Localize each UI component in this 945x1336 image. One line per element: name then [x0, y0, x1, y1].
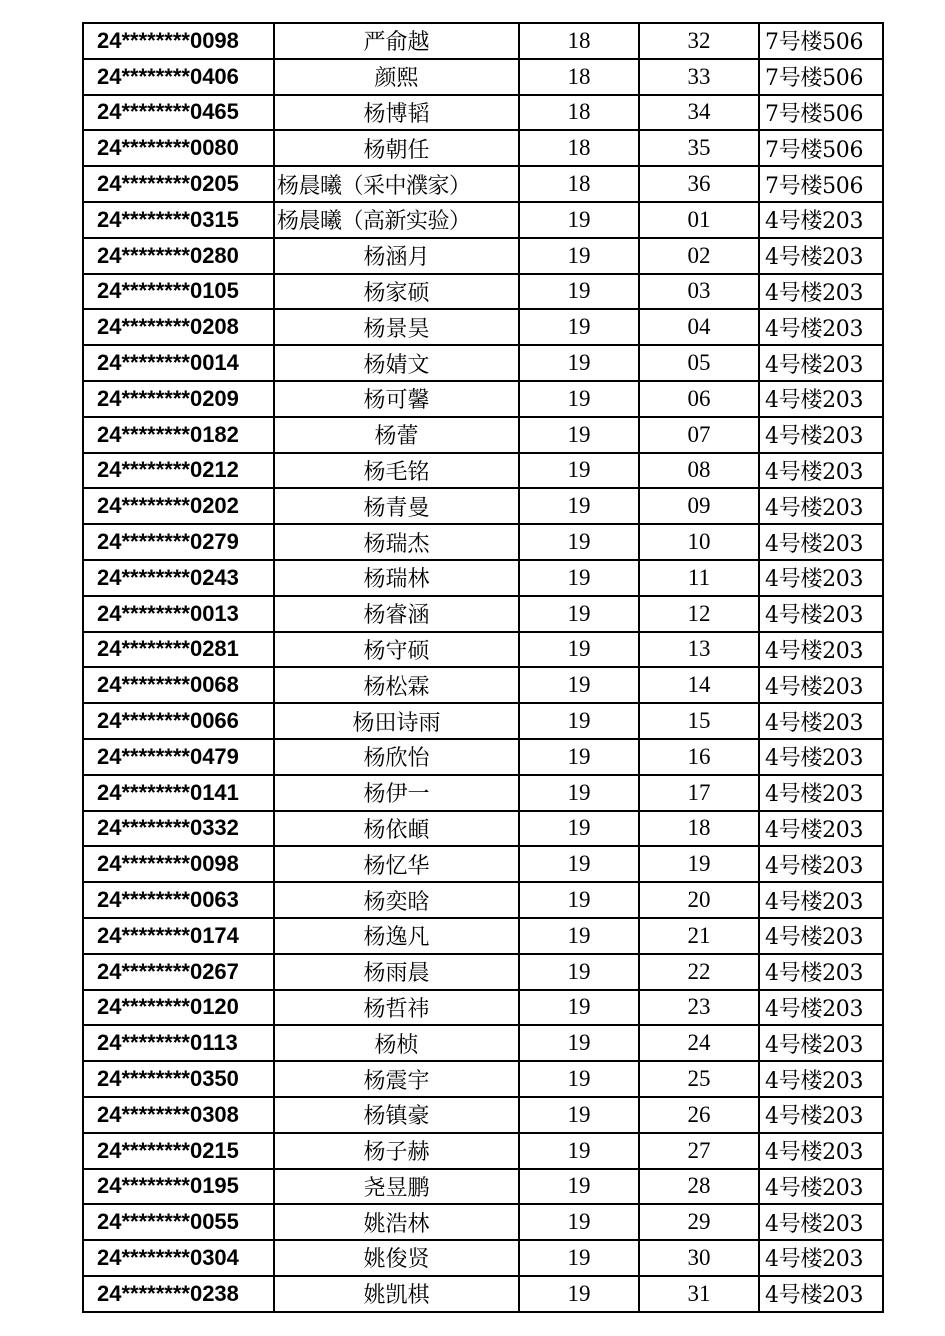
table-row [83, 1025, 883, 1061]
exam-room-cell: 19 [519, 1133, 639, 1169]
table-row [83, 775, 883, 811]
student-name-cell: 杨瑞杰 [274, 524, 519, 560]
exam-room-cell: 19 [519, 846, 639, 882]
exam-location-cell: 4号楼203 [759, 1169, 883, 1205]
exam-location-cell: 4号楼203 [759, 488, 883, 524]
table-row [83, 560, 883, 596]
exam-location-cell: 4号楼203 [759, 703, 883, 739]
student-name-cell: 杨镇豪 [274, 1097, 519, 1133]
candidate-id-cell: 24********0063 [83, 882, 274, 918]
table-row [83, 954, 883, 990]
candidate-id-cell: 24********0479 [83, 739, 274, 775]
exam-location-cell: 4号楼203 [759, 1097, 883, 1133]
candidate-id-cell: 24********0182 [83, 417, 274, 453]
seat-number-cell: 01 [639, 202, 759, 238]
exam-location-cell: 4号楼203 [759, 846, 883, 882]
exam-room-cell: 19 [519, 524, 639, 560]
student-name-cell: 杨睿涵 [274, 596, 519, 632]
exam-room-cell: 19 [519, 703, 639, 739]
exam-room-cell: 19 [519, 202, 639, 238]
exam-room-cell: 19 [519, 775, 639, 811]
exam-room-cell: 19 [519, 1276, 639, 1312]
exam-location-cell: 4号楼203 [759, 1133, 883, 1169]
candidate-id-cell: 24********0014 [83, 345, 274, 381]
exam-location-cell: 7号楼506 [759, 130, 883, 166]
candidate-id-cell: 24********0098 [83, 23, 274, 59]
exam-room-cell: 19 [519, 811, 639, 847]
student-name-cell: 杨蕾 [274, 417, 519, 453]
table-row [83, 1097, 883, 1133]
exam-location-cell: 4号楼203 [759, 417, 883, 453]
table-row [83, 166, 883, 202]
candidate-id-cell: 24********0141 [83, 775, 274, 811]
exam-room-cell: 19 [519, 345, 639, 381]
seat-number-cell: 26 [639, 1097, 759, 1133]
exam-room-cell: 19 [519, 667, 639, 703]
table-body [83, 23, 883, 1312]
candidate-id-cell: 24********0280 [83, 238, 274, 274]
candidate-id-cell: 24********0267 [83, 954, 274, 990]
seat-number-cell: 20 [639, 882, 759, 918]
exam-room-cell: 19 [519, 632, 639, 668]
student-name-cell: 杨博韬 [274, 95, 519, 131]
table-row [83, 345, 883, 381]
exam-room-cell: 19 [519, 560, 639, 596]
seat-number-cell: 35 [639, 130, 759, 166]
exam-room-cell: 18 [519, 166, 639, 202]
seat-number-cell: 03 [639, 274, 759, 310]
table-row [83, 846, 883, 882]
exam-location-cell: 4号楼203 [759, 524, 883, 560]
student-name-cell: 杨景昊 [274, 309, 519, 345]
exam-room-cell: 19 [519, 238, 639, 274]
exam-room-cell: 18 [519, 23, 639, 59]
exam-location-cell: 4号楼203 [759, 667, 883, 703]
candidate-id-cell: 24********0066 [83, 703, 274, 739]
seat-number-cell: 04 [639, 309, 759, 345]
candidate-id-cell: 24********0215 [83, 1133, 274, 1169]
exam-room-cell: 19 [519, 381, 639, 417]
student-name-cell: 杨田诗雨 [274, 703, 519, 739]
student-name-cell: 尧昱鹏 [274, 1169, 519, 1205]
table-row [83, 1240, 883, 1276]
exam-location-cell: 4号楼203 [759, 1061, 883, 1097]
student-name-cell: 杨忆华 [274, 846, 519, 882]
exam-room-cell: 19 [519, 739, 639, 775]
candidate-id-cell: 24********0243 [83, 560, 274, 596]
candidate-id-cell: 24********0013 [83, 596, 274, 632]
candidate-id-cell: 24********0281 [83, 632, 274, 668]
exam-room-cell: 18 [519, 59, 639, 95]
seat-number-cell: 30 [639, 1240, 759, 1276]
exam-room-cell: 19 [519, 954, 639, 990]
seat-number-cell: 23 [639, 990, 759, 1026]
seat-number-cell: 33 [639, 59, 759, 95]
student-name-cell: 杨涵月 [274, 238, 519, 274]
exam-room-cell: 19 [519, 990, 639, 1026]
exam-location-cell: 4号楼203 [759, 202, 883, 238]
student-name-cell: 杨毛铭 [274, 453, 519, 489]
table-row [83, 130, 883, 166]
seat-number-cell: 19 [639, 846, 759, 882]
student-name-cell: 杨逸凡 [274, 918, 519, 954]
seat-number-cell: 06 [639, 381, 759, 417]
exam-location-cell: 4号楼203 [759, 775, 883, 811]
seat-number-cell: 14 [639, 667, 759, 703]
exam-room-cell: 19 [519, 1240, 639, 1276]
candidate-id-cell: 24********0080 [83, 130, 274, 166]
candidate-id-cell: 24********0208 [83, 309, 274, 345]
seat-number-cell: 09 [639, 488, 759, 524]
seat-number-cell: 05 [639, 345, 759, 381]
exam-location-cell: 7号楼506 [759, 166, 883, 202]
student-name-cell: 姚凯棋 [274, 1276, 519, 1312]
candidate-id-cell: 24********0308 [83, 1097, 274, 1133]
exam-room-cell: 19 [519, 882, 639, 918]
table-row [83, 524, 883, 560]
exam-room-cell: 19 [519, 417, 639, 453]
seat-number-cell: 07 [639, 417, 759, 453]
exam-location-cell: 4号楼203 [759, 381, 883, 417]
table-row [83, 309, 883, 345]
exam-room-cell: 19 [519, 309, 639, 345]
seat-number-cell: 16 [639, 739, 759, 775]
student-name-cell: 杨欣怡 [274, 739, 519, 775]
candidate-id-cell: 24********0120 [83, 990, 274, 1026]
exam-location-cell: 7号楼506 [759, 95, 883, 131]
exam-location-cell: 4号楼203 [759, 560, 883, 596]
student-name-cell: 姚浩林 [274, 1204, 519, 1240]
student-name-cell: 严俞越 [274, 23, 519, 59]
candidate-id-cell: 24********0304 [83, 1240, 274, 1276]
student-name-cell: 杨瑞林 [274, 560, 519, 596]
candidate-id-cell: 24********0068 [83, 667, 274, 703]
exam-location-cell: 7号楼506 [759, 23, 883, 59]
seat-number-cell: 21 [639, 918, 759, 954]
candidate-id-cell: 24********0105 [83, 274, 274, 310]
table-row [83, 381, 883, 417]
student-name-cell: 杨晨曦（采中濮家） [274, 166, 519, 202]
table-row [83, 632, 883, 668]
exam-location-cell: 4号楼203 [759, 990, 883, 1026]
table-row [83, 59, 883, 95]
exam-location-cell: 4号楼203 [759, 596, 883, 632]
seat-number-cell: 10 [639, 524, 759, 560]
seat-number-cell: 27 [639, 1133, 759, 1169]
table-row [83, 95, 883, 131]
candidate-id-cell: 24********0315 [83, 202, 274, 238]
seat-number-cell: 31 [639, 1276, 759, 1312]
seat-number-cell: 11 [639, 560, 759, 596]
table-row [83, 274, 883, 310]
seat-number-cell: 25 [639, 1061, 759, 1097]
table-row [83, 596, 883, 632]
exam-location-cell: 4号楼203 [759, 1025, 883, 1061]
student-name-cell: 杨松霖 [274, 667, 519, 703]
student-name-cell: 颜熙 [274, 59, 519, 95]
table-row [83, 1133, 883, 1169]
exam-location-cell: 4号楼203 [759, 1240, 883, 1276]
table-row [83, 1169, 883, 1205]
student-name-cell: 杨家硕 [274, 274, 519, 310]
candidate-id-cell: 24********0205 [83, 166, 274, 202]
seat-number-cell: 15 [639, 703, 759, 739]
table-row [83, 811, 883, 847]
candidate-id-cell: 24********0279 [83, 524, 274, 560]
exam-room-cell: 19 [519, 274, 639, 310]
student-name-cell: 杨守硕 [274, 632, 519, 668]
candidate-id-cell: 24********0350 [83, 1061, 274, 1097]
seat-number-cell: 29 [639, 1204, 759, 1240]
candidate-id-cell: 24********0465 [83, 95, 274, 131]
student-name-cell: 杨青曼 [274, 488, 519, 524]
candidate-id-cell: 24********0332 [83, 811, 274, 847]
exam-location-cell: 4号楼203 [759, 345, 883, 381]
seat-number-cell: 12 [639, 596, 759, 632]
exam-room-cell: 19 [519, 1025, 639, 1061]
exam-location-cell: 4号楼203 [759, 954, 883, 990]
exam-location-cell: 4号楼203 [759, 882, 883, 918]
candidate-id-cell: 24********0055 [83, 1204, 274, 1240]
exam-room-cell: 19 [519, 1097, 639, 1133]
seat-number-cell: 24 [639, 1025, 759, 1061]
table-row [83, 1061, 883, 1097]
seat-number-cell: 18 [639, 811, 759, 847]
seat-number-cell: 36 [639, 166, 759, 202]
exam-room-cell: 19 [519, 596, 639, 632]
table-row [83, 238, 883, 274]
exam-location-cell: 4号楼203 [759, 274, 883, 310]
student-name-cell: 杨朝任 [274, 130, 519, 166]
candidate-id-cell: 24********0406 [83, 59, 274, 95]
exam-location-cell: 4号楼203 [759, 453, 883, 489]
exam-location-cell: 4号楼203 [759, 238, 883, 274]
student-name-cell: 杨震宇 [274, 1061, 519, 1097]
table-row [83, 667, 883, 703]
exam-room-cell: 19 [519, 1169, 639, 1205]
student-name-cell: 杨子赫 [274, 1133, 519, 1169]
table-row [83, 202, 883, 238]
student-name-cell: 杨晨曦（高新实验） [274, 202, 519, 238]
student-name-cell: 杨伊一 [274, 775, 519, 811]
student-name-cell: 杨哲祎 [274, 990, 519, 1026]
candidate-id-cell: 24********0174 [83, 918, 274, 954]
candidate-id-cell: 24********0202 [83, 488, 274, 524]
table-row [83, 417, 883, 453]
student-name-cell: 杨婧文 [274, 345, 519, 381]
student-name-cell: 杨奕晗 [274, 882, 519, 918]
exam-room-cell: 19 [519, 1061, 639, 1097]
seat-number-cell: 17 [639, 775, 759, 811]
student-name-cell: 杨桢 [274, 1025, 519, 1061]
table-row [83, 990, 883, 1026]
table-row [83, 1204, 883, 1240]
exam-location-cell: 4号楼203 [759, 811, 883, 847]
seat-number-cell: 08 [639, 453, 759, 489]
student-name-cell: 杨雨晨 [274, 954, 519, 990]
exam-room-cell: 19 [519, 488, 639, 524]
exam-location-cell: 4号楼203 [759, 918, 883, 954]
exam-room-cell: 19 [519, 1204, 639, 1240]
table-row [83, 918, 883, 954]
candidate-id-cell: 24********0195 [83, 1169, 274, 1205]
seat-number-cell: 32 [639, 23, 759, 59]
exam-room-cell: 18 [519, 95, 639, 131]
exam-location-cell: 4号楼203 [759, 739, 883, 775]
table-row [83, 739, 883, 775]
student-name-cell: 杨可馨 [274, 381, 519, 417]
candidate-id-cell: 24********0238 [83, 1276, 274, 1312]
seat-number-cell: 28 [639, 1169, 759, 1205]
table-row [83, 703, 883, 739]
student-name-cell: 杨依頔 [274, 811, 519, 847]
candidate-id-cell: 24********0209 [83, 381, 274, 417]
table-row [83, 882, 883, 918]
candidate-id-cell: 24********0113 [83, 1025, 274, 1061]
seat-number-cell: 34 [639, 95, 759, 131]
table-row [83, 1276, 883, 1312]
seat-number-cell: 02 [639, 238, 759, 274]
exam-location-cell: 4号楼203 [759, 1276, 883, 1312]
seat-number-cell: 22 [639, 954, 759, 990]
table-row [83, 488, 883, 524]
exam-room-cell: 18 [519, 130, 639, 166]
exam-location-cell: 4号楼203 [759, 1204, 883, 1240]
candidate-id-cell: 24********0212 [83, 453, 274, 489]
exam-location-cell: 4号楼203 [759, 309, 883, 345]
seat-number-cell: 13 [639, 632, 759, 668]
table-row [83, 23, 883, 59]
exam-room-cell: 19 [519, 453, 639, 489]
exam-seat-table [82, 22, 884, 1313]
exam-room-cell: 19 [519, 918, 639, 954]
exam-location-cell: 7号楼506 [759, 59, 883, 95]
table-row [83, 453, 883, 489]
candidate-id-cell: 24********0098 [83, 846, 274, 882]
exam-location-cell: 4号楼203 [759, 632, 883, 668]
student-name-cell: 姚俊贤 [274, 1240, 519, 1276]
